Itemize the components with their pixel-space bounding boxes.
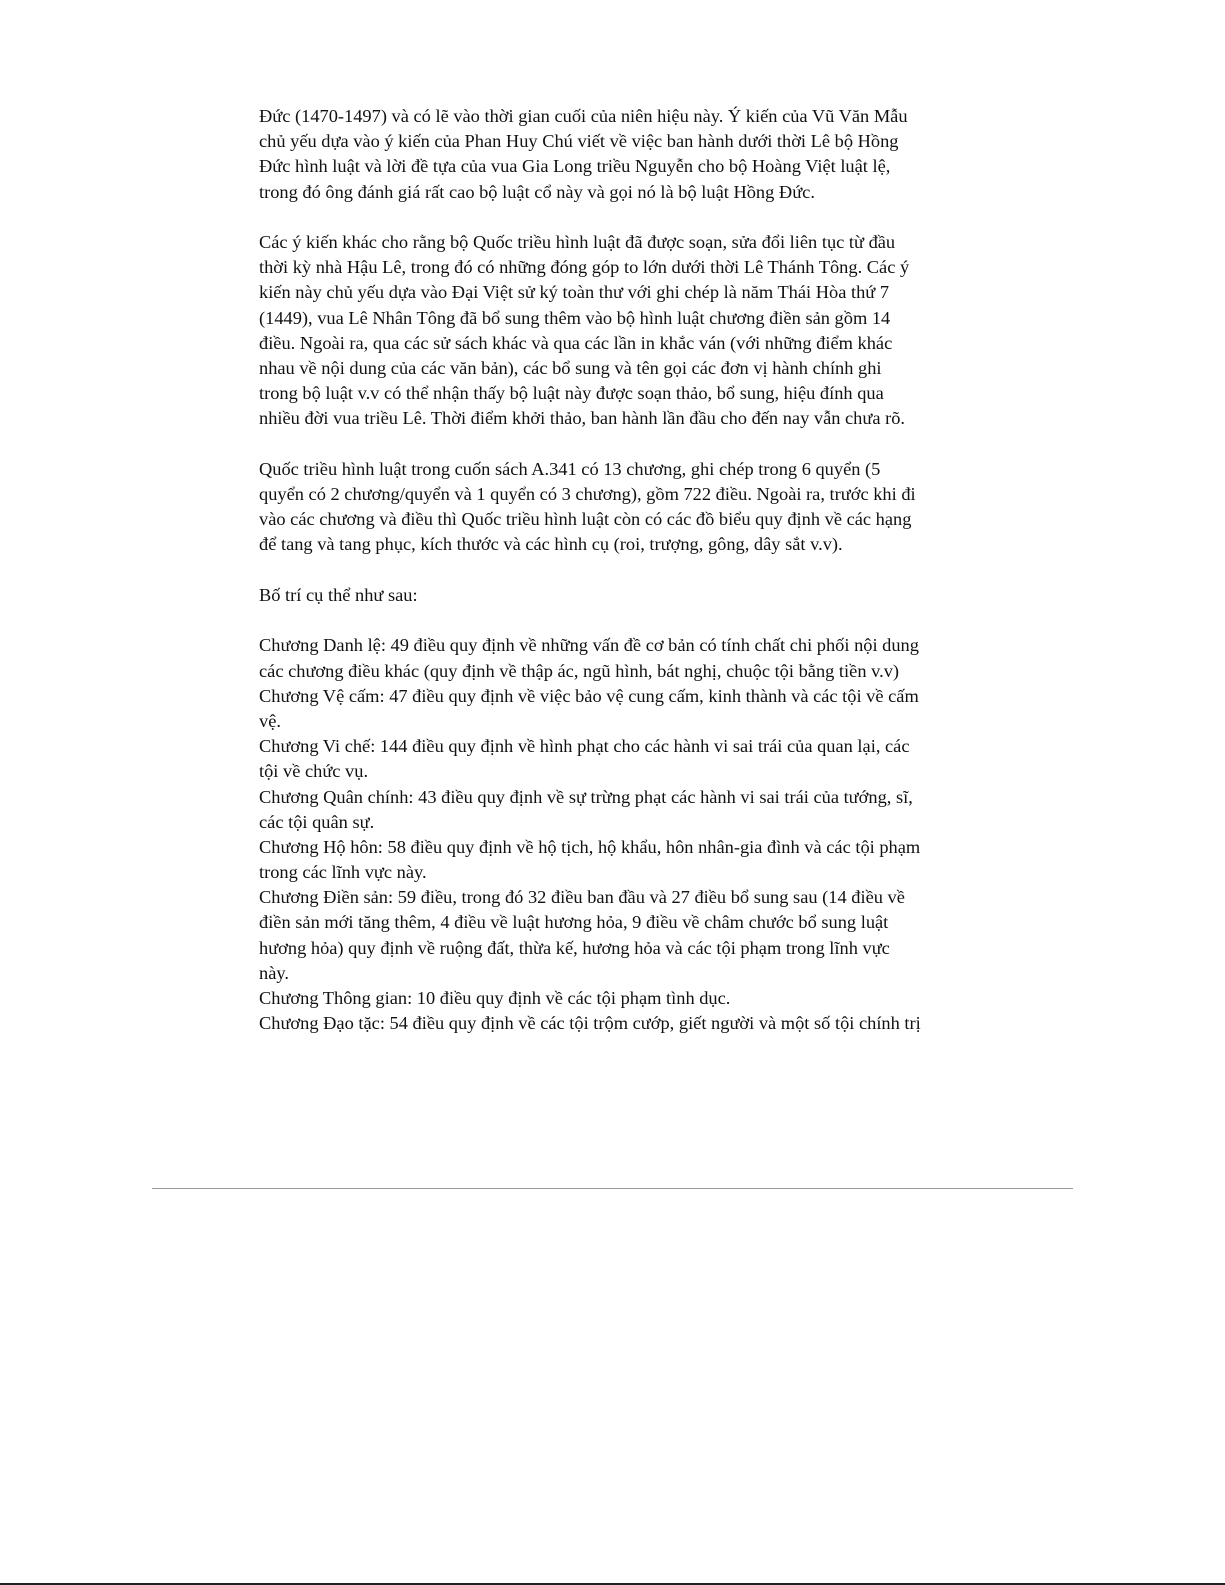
document-body [259,104,971,1036]
chapter-line: các chương điều khác (quy định về thập ác, ngũ hình, bát nghị, chuộc tội bằng tiền v.v) [259,660,900,681]
text-line: nhau về nội dung của các văn bản), các bổ sung và tên gọi các đơn vị hành chính ghi [259,357,882,378]
text-line: kiến này chủ yếu dựa vào Đại Việt sử ký toàn thư với ghi chép là năm Thái Hòa thứ 7 [259,282,890,303]
chapter-line: Chương Quân chính: 43 điều quy định về sự trừng phạt các hành vi sai trái của tướng, sĩ, [259,786,913,807]
chapter-line: Chương Vệ cấm: 47 điều quy định về việc bảo vệ cung cấm, kinh thành và các tội về cấm [259,685,919,706]
page-divider [152,1188,1073,1189]
text-line: Bố trí cụ thể như sau: [259,584,418,605]
paragraph-3 [259,457,971,558]
chapter-line: hương hỏa) quy định về ruộng đất, thừa kế, hương hỏa và các tội phạm trong lĩnh vực [259,937,890,958]
chapter-line: Chương Điền sản: 59 điều, trong đó 32 điều ban đầu và 27 điều bổ sung sau (14 điều về [259,887,905,908]
text-line: Quốc triều hình luật trong cuốn sách A.341 có 13 chương, ghi chép trong 6 quyển (5 [259,458,881,479]
text-line: vào các chương và điều thì Quốc triều hình luật còn có các đồ biểu quy định về các hạng [259,509,912,530]
text-line: để tang và tang phục, kích thước và các hình cụ (roi, trượng, gông, dây sắt v.v). [259,534,843,555]
text-line: nhiều đời vua triều Lê. Thời điểm khởi thảo, ban hành lần đầu cho đến nay vẫn chưa rõ. [259,408,906,429]
chapter-line: vệ. [259,710,281,731]
chapter-line: Chương Thông gian: 10 điều quy định về các tội phạm tình dục. [259,988,731,1008]
chapter-list [259,633,971,1036]
chapter-line: Chương Hộ hôn: 58 điều quy định về hộ tịch, hộ khẩu, hôn nhân-gia đình và các tội phạm [259,836,921,857]
paragraph-4 [259,583,971,608]
chapter-line: trong các lĩnh vực này. [259,862,427,883]
text-line: Đức (1470-1497) và có lẽ vào thời gian cuối của niên hiệu này. Ý kiến của Vũ Văn Mẫu [259,106,908,126]
text-line: trong đó ông đánh giá rất cao bộ luật cổ này và gọi nó là bộ luật Hồng Đức. [259,181,815,202]
text-line: chủ yếu dựa vào ý kiến của Phan Huy Chú viết về việc ban hành dưới thời Lê bộ Hồng [259,131,899,152]
paragraph-gap [259,608,971,633]
paragraph-gap [259,558,971,583]
paragraph-gap [259,205,971,230]
paragraph-1 [259,104,971,205]
chapter-line: này. [259,962,289,983]
chapter-line: Chương Danh lệ: 49 điều quy định về những vấn đề cơ bản có tính chất chi phối nội dung [259,635,919,656]
text-line: quyển có 2 chương/quyển và 1 quyển có 3 chương), gồm 722 điều. Ngoài ra, trước khi đi [259,484,916,505]
chapter-line: các tội quân sự. [259,811,375,832]
chapter-line: Chương Vi chế: 144 điều quy định về hình phạt cho các hành vi sai trái của quan lại, các [259,736,910,757]
text-line: Đức hình luật và lời đề tựa của vua Gia Long triều Nguyễn cho bộ Hoàng Việt luật lệ, [259,156,891,177]
paragraph-2 [259,230,971,432]
text-line: (1449), vua Lê Nhân Tông đã bổ sung thêm vào bộ hình luật chương điền sản gồm 14 [259,307,891,328]
chapter-line: tội về chức vụ. [259,761,369,782]
paragraph-gap [259,432,971,457]
text-line: trong bộ luật v.v có thể nhận thấy bộ luật này được soạn thảo, bổ sung, hiệu đính qua [259,383,884,404]
chapter-line: Chương Đạo tặc: 54 điều quy định về các tội trộm cướp, giết người và một số tội chính trị [259,1013,921,1034]
text-line: thời kỳ nhà Hậu Lê, trong đó có những đóng góp to lớn dưới thời Lê Thánh Tông. Các ý [259,257,910,278]
chapter-line: điền sản mới tăng thêm, 4 điều về luật hương hỏa, 9 điều về châm chước bổ sung luật [259,912,889,933]
text-line: điều. Ngoài ra, qua các sử sách khác và qua các lần in khắc ván (với những điểm khác [259,332,893,353]
text-line: Các ý kiến khác cho rằng bộ Quốc triều hình luật đã được soạn, sửa đổi liên tục từ đầu [259,232,896,253]
